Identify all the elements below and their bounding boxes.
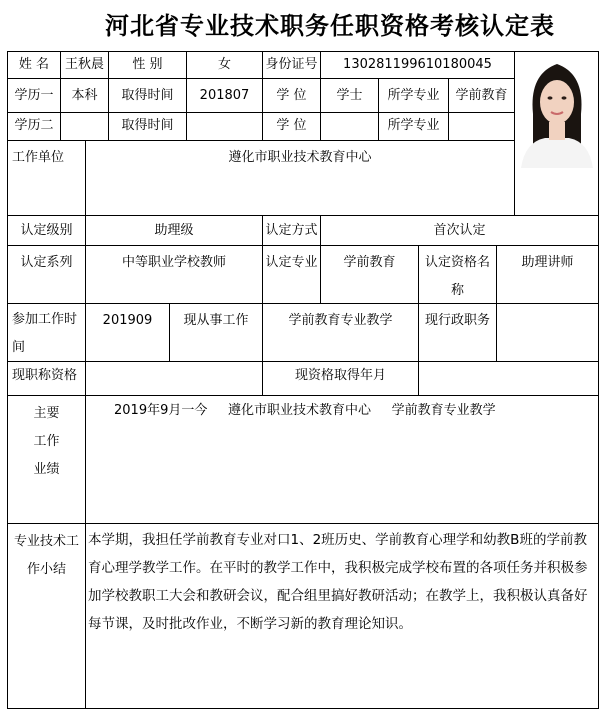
- label-summary: 专业技术工作小结: [8, 524, 86, 709]
- label-edu2: 学历二: [8, 113, 61, 141]
- value-major2: [449, 113, 515, 141]
- value-major1: 学前教育: [449, 79, 515, 113]
- value-start-work: 201909: [86, 304, 170, 362]
- value-name: 王秋晨: [61, 52, 109, 79]
- value-edu1-date: 201807: [187, 79, 263, 113]
- label-major2: 所学专业: [379, 113, 449, 141]
- label-name: 姓 名: [8, 52, 61, 79]
- value-current-title: [86, 362, 263, 396]
- label-cert-level: 认定级别: [8, 216, 86, 246]
- value-cert-level: 助理级: [86, 216, 263, 246]
- value-current-work: 学前教育专业教学: [263, 304, 419, 362]
- label-degree1: 学 位: [263, 79, 321, 113]
- label-major1: 所学专业: [379, 79, 449, 113]
- label-edu2-date: 取得时间: [109, 113, 187, 141]
- label-current-title: 现职称资格: [8, 362, 86, 396]
- value-summary: 本学期，我担任学前教育专业对口1、2班历史、学前教育心理学和幼教B班的学前教育心理学教学工作。在平时的教学工作中，我积极完成学校布置的各项任务并积极参加学校教职工大会和教研会议，配合组里搞好教研活动；在教学上，我积极认真备好每节课，及时批改作业，不断学习新的教育理论知识。: [86, 524, 599, 709]
- label-cert-series: 认定系列: [8, 246, 86, 304]
- value-cert-major: 学前教育: [321, 246, 419, 304]
- value-workplace: 遵化市职业技术教育中心: [86, 141, 515, 216]
- label-achievement: 主要工作业绩: [8, 396, 86, 524]
- value-edu1: 本科: [61, 79, 109, 113]
- label-cert-major: 认定专业: [263, 246, 321, 304]
- label-edu1: 学历一: [8, 79, 61, 113]
- value-degree2: [321, 113, 379, 141]
- value-edu2-date: [187, 113, 263, 141]
- value-achievement: 2019年9月一今 遵化市职业技术教育中心 学前教育专业教学: [86, 396, 599, 524]
- value-id: 130281199610180045: [321, 52, 515, 79]
- value-cert-series: 中等职业学校教师: [86, 246, 263, 304]
- label-admin-post: 现行政职务: [419, 304, 497, 362]
- label-workplace: 工作单位: [8, 141, 86, 216]
- portrait-image: [515, 52, 599, 168]
- neck-shape: [549, 122, 565, 140]
- face-shape: [540, 80, 574, 124]
- value-edu2: [61, 113, 109, 141]
- value-gender: 女: [187, 52, 263, 79]
- label-title-date: 现资格取得年月: [263, 362, 419, 396]
- form-title: 河北省专业技术职务任职资格考核认定表: [105, 11, 555, 40]
- label-current-work: 现从事工作: [170, 304, 263, 362]
- value-cert-method: 首次认定: [321, 216, 599, 246]
- label-start-work: 参加工作时间: [8, 304, 86, 362]
- value-cert-title-name: 助理讲师: [497, 246, 599, 304]
- label-gender: 性 别: [109, 52, 187, 79]
- value-admin-post: [497, 304, 599, 362]
- value-title-date: [419, 362, 599, 396]
- label-degree2: 学 位: [263, 113, 321, 141]
- applicant-photo: [515, 52, 599, 168]
- label-edu1-date: 取得时间: [109, 79, 187, 113]
- value-degree1: 学士: [321, 79, 379, 113]
- label-cert-method: 认定方式: [263, 216, 321, 246]
- photo-blank: [515, 168, 599, 216]
- label-cert-title-name: 认定资格名称: [419, 246, 497, 304]
- label-id: 身份证号: [263, 52, 321, 79]
